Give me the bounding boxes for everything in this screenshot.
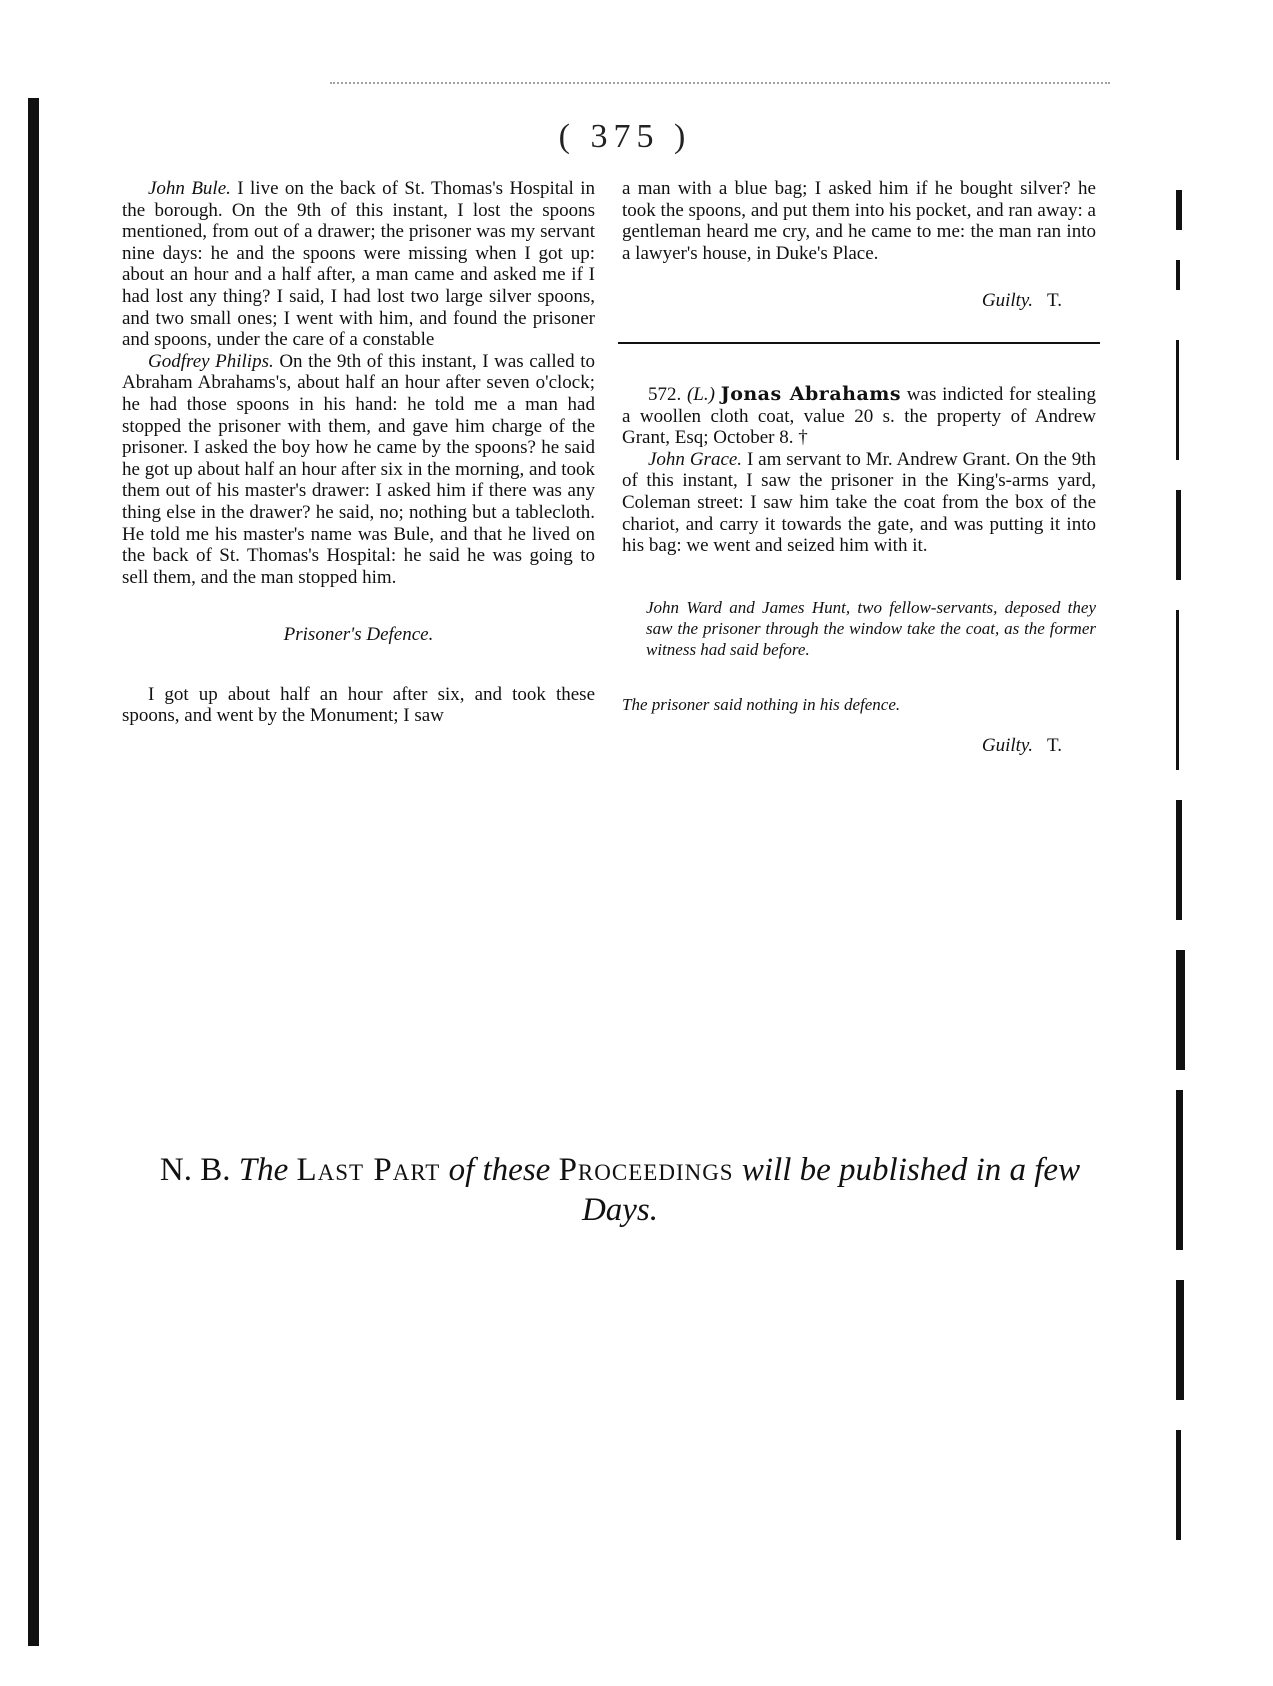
- notice-word: Proceedings: [558, 1152, 734, 1188]
- testimony-text: On the 9th of this instant, I was called to Abraham Abrahams's, about half an hour after seven o'clock; he had those spoons in his hand: he told me a man had stopped the prisoner with them, and gave him charge of the prisoner. I asked the boy how he came by the spoons? he said he got up about half an hour after six in the morning, and took them out of his master's drawer: I asked him if there was any thing else in the drawer? he said, no; nothing but a tablecloth. He told me his master's name was Bule, and that he lived on the back of St. Thomas's Hospital: he said he was going to sell them, and the man stopped him.: [122, 350, 595, 588]
- speaker-name: John Bule.: [148, 178, 231, 199]
- prisoner-statement: The prisoner said nothing in his defence.: [622, 694, 901, 714]
- notice-word: The: [238, 1152, 289, 1188]
- scan-edge-shadow: [28, 98, 39, 1646]
- testimony-text: I am servant to Mr. Andrew Grant. On the 9th of this instant, I saw the prisoner in the King's-arms yard, Coleman street: I saw him take the coat from the box of the chariot, and carry it towards the gate, and was putting it into his bag: we went and seized him with it.: [622, 448, 1096, 557]
- sentence-mark: T.: [1047, 735, 1062, 757]
- defence-heading: Prisoner's Defence.: [283, 624, 434, 646]
- speaker-name: Godfrey Philips.: [148, 350, 274, 372]
- notice-word: Last Part: [296, 1152, 441, 1188]
- left-column: [122, 178, 595, 727]
- notice-word: will be published in a few Days.: [581, 1152, 1081, 1228]
- case-indictment: [622, 384, 1096, 449]
- defence-continuation: a man with a blue bag; I asked him if he bought silver? he took the spoons, and put them into his pocket, and ran away: a gentleman heard me cry, and he came to me: the man ran into a lawyer's house, in Duke's Place.: [622, 178, 1096, 264]
- verdict-word: Guilty.: [981, 290, 1034, 312]
- verdict: [622, 290, 1062, 312]
- defendant-name: Jonas Abrahams: [720, 382, 902, 405]
- speaker-name: John Grace.: [648, 448, 743, 470]
- case-mark: (L.): [686, 383, 715, 405]
- case-number: 572.: [648, 383, 682, 405]
- sentence-mark: T.: [1047, 290, 1062, 312]
- testimony-john-bule: [122, 178, 595, 351]
- notice-word: of these: [448, 1152, 551, 1188]
- testimony-godfrey-philips: [122, 351, 595, 589]
- defence-text: I got up about half an hour after six, and took these spoons, and went by the Monument; I saw: [122, 683, 595, 727]
- case-divider: [618, 342, 1100, 344]
- deposition: John Ward and James Hunt, two fellow-servants, deposed they saw the prisoner through the window take the coat, as the former witness had said before.: [646, 597, 1096, 659]
- scan-margin-artifact: [1176, 190, 1206, 1550]
- verdict: [622, 735, 1062, 757]
- page-number: ( 375 ): [558, 118, 692, 155]
- nb-label: N. B.: [159, 1152, 231, 1188]
- testimony-john-grace: [622, 449, 1096, 557]
- right-column: [622, 178, 1096, 757]
- publication-notice: [120, 1150, 1120, 1230]
- testimony-text: I live on the back of St. Thomas's Hospital in the borough. On the 9th of this instant, I lost the spoons mentioned, from out of a drawer; the prisoner was my servant nine days: he and the spoons were missing when I got up: about an hour and a half after, a man came and asked me if I had lost any thing? I said, I had lost two large silver spoons, and two small ones; I went with him, and found the prisoner and spoons, under the care of a constable: [122, 178, 595, 351]
- verdict-word: Guilty.: [981, 735, 1034, 757]
- scan-noise: [330, 82, 1110, 84]
- indictment-text: was indicted for stealing a woollen cloth coat, value 20 s. the property of Andrew Grant, Esq; October 8. †: [622, 383, 1096, 449]
